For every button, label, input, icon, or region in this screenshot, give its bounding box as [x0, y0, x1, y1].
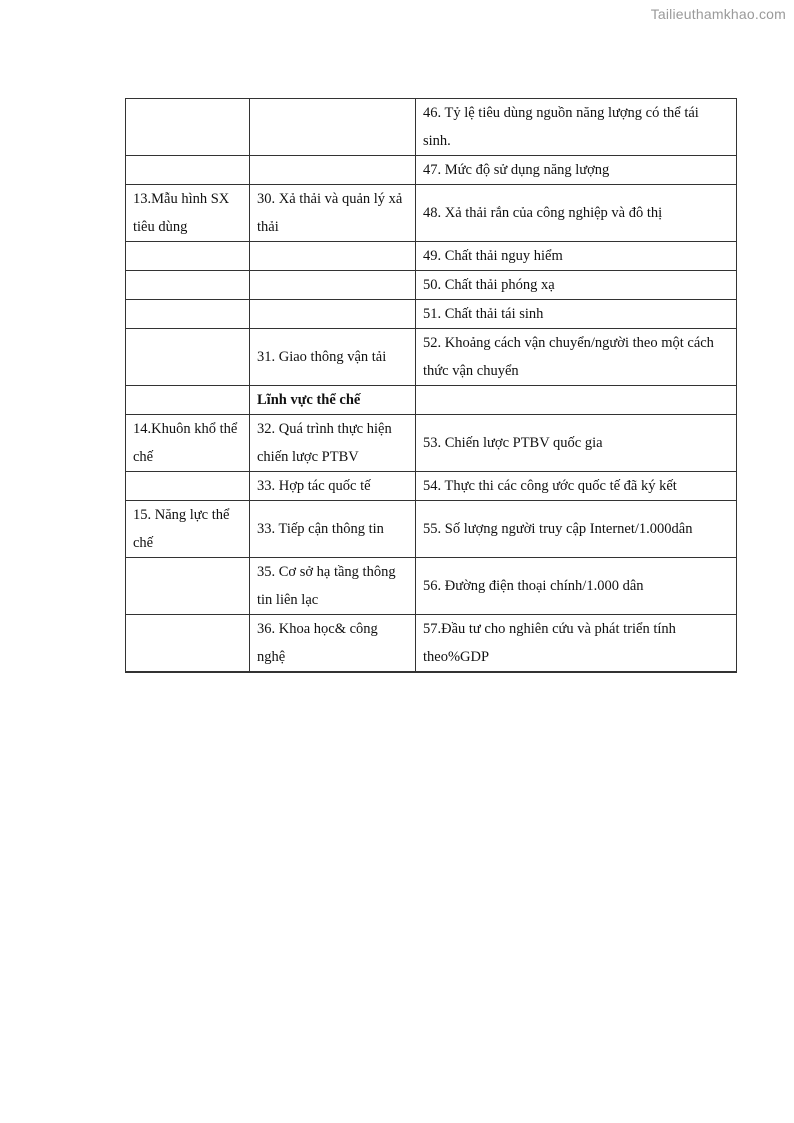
table-cell-indicator: 50. Chất thải phóng xạ — [416, 271, 737, 300]
table-cell-subtheme — [250, 300, 416, 329]
table-cell-theme — [126, 300, 250, 329]
watermark-text: Tailieuthamkhao.com — [650, 6, 786, 22]
table-cell-subtheme: 31. Giao thông vận tải — [250, 329, 416, 386]
table-cell-theme — [126, 558, 250, 615]
table-cell-theme — [126, 386, 250, 415]
table-row — [126, 558, 737, 615]
table-cell-indicator: 48. Xả thải rắn của công nghiệp và đô thị — [416, 185, 737, 242]
table-cell-theme — [126, 99, 250, 156]
table-cell-indicator — [416, 386, 737, 415]
table-row — [126, 329, 737, 386]
table-cell-theme — [126, 242, 250, 271]
table-row — [126, 300, 737, 329]
table-cell-subtheme: 35. Cơ sở hạ tầng thông tin liên lạc — [250, 558, 416, 615]
table-cell-indicator: 47. Mức độ sử dụng năng lượng — [416, 156, 737, 185]
table-row — [126, 615, 737, 673]
table-cell-indicator: 55. Số lượng người truy cập Internet/1.000dân — [416, 501, 737, 558]
table-cell-theme: 13.Mẫu hình SX tiêu dùng — [126, 185, 250, 242]
table-row — [126, 242, 737, 271]
table-cell-theme: 14.Khuôn khổ thể chế — [126, 415, 250, 472]
table-cell-subtheme — [250, 99, 416, 156]
table-cell-subtheme — [250, 271, 416, 300]
table-cell-indicator: 51. Chất thải tái sinh — [416, 300, 737, 329]
table-row — [126, 501, 737, 558]
table-cell-theme — [126, 472, 250, 501]
table-cell-subtheme: 30. Xả thải và quản lý xả thải — [250, 185, 416, 242]
table-cell-indicator: 52. Khoảng cách vận chuyển/người theo một cách thức vận chuyển — [416, 329, 737, 386]
table-cell-theme — [126, 271, 250, 300]
table-cell-subtheme: 36. Khoa học& công nghệ — [250, 615, 416, 673]
table-cell-indicator: 54. Thực thi các công ước quốc tế đã ký kết — [416, 472, 737, 501]
table-row — [126, 99, 737, 156]
table-cell-theme — [126, 156, 250, 185]
table-cell-indicator: 56. Đường điện thoại chính/1.000 dân — [416, 558, 737, 615]
section-heading: Lĩnh vực thể chế — [250, 386, 416, 415]
indicator-table — [125, 98, 737, 673]
table-cell-subtheme: 32. Quá trình thực hiện chiến lược PTBV — [250, 415, 416, 472]
table-cell-indicator: 46. Tỷ lệ tiêu dùng nguồn năng lượng có thể tái sinh. — [416, 99, 737, 156]
table-cell-subtheme — [250, 156, 416, 185]
table-row — [126, 415, 737, 472]
table-cell-subtheme: 33. Hợp tác quốc tế — [250, 472, 416, 501]
table-cell-subtheme — [250, 242, 416, 271]
table-cell-theme — [126, 615, 250, 673]
table-cell-theme — [126, 329, 250, 386]
table-row — [126, 156, 737, 185]
table-row — [126, 185, 737, 242]
table-row — [126, 271, 737, 300]
table-cell-theme: 15. Năng lực thể chế — [126, 501, 250, 558]
table-row-section — [126, 386, 737, 415]
table-cell-indicator: 57.Đầu tư cho nghiên cứu và phát triển tính theo%GDP — [416, 615, 737, 673]
table-row — [126, 472, 737, 501]
table-cell-subtheme: 33. Tiếp cận thông tin — [250, 501, 416, 558]
table-cell-indicator: 53. Chiến lược PTBV quốc gia — [416, 415, 737, 472]
table-cell-indicator: 49. Chất thải nguy hiểm — [416, 242, 737, 271]
